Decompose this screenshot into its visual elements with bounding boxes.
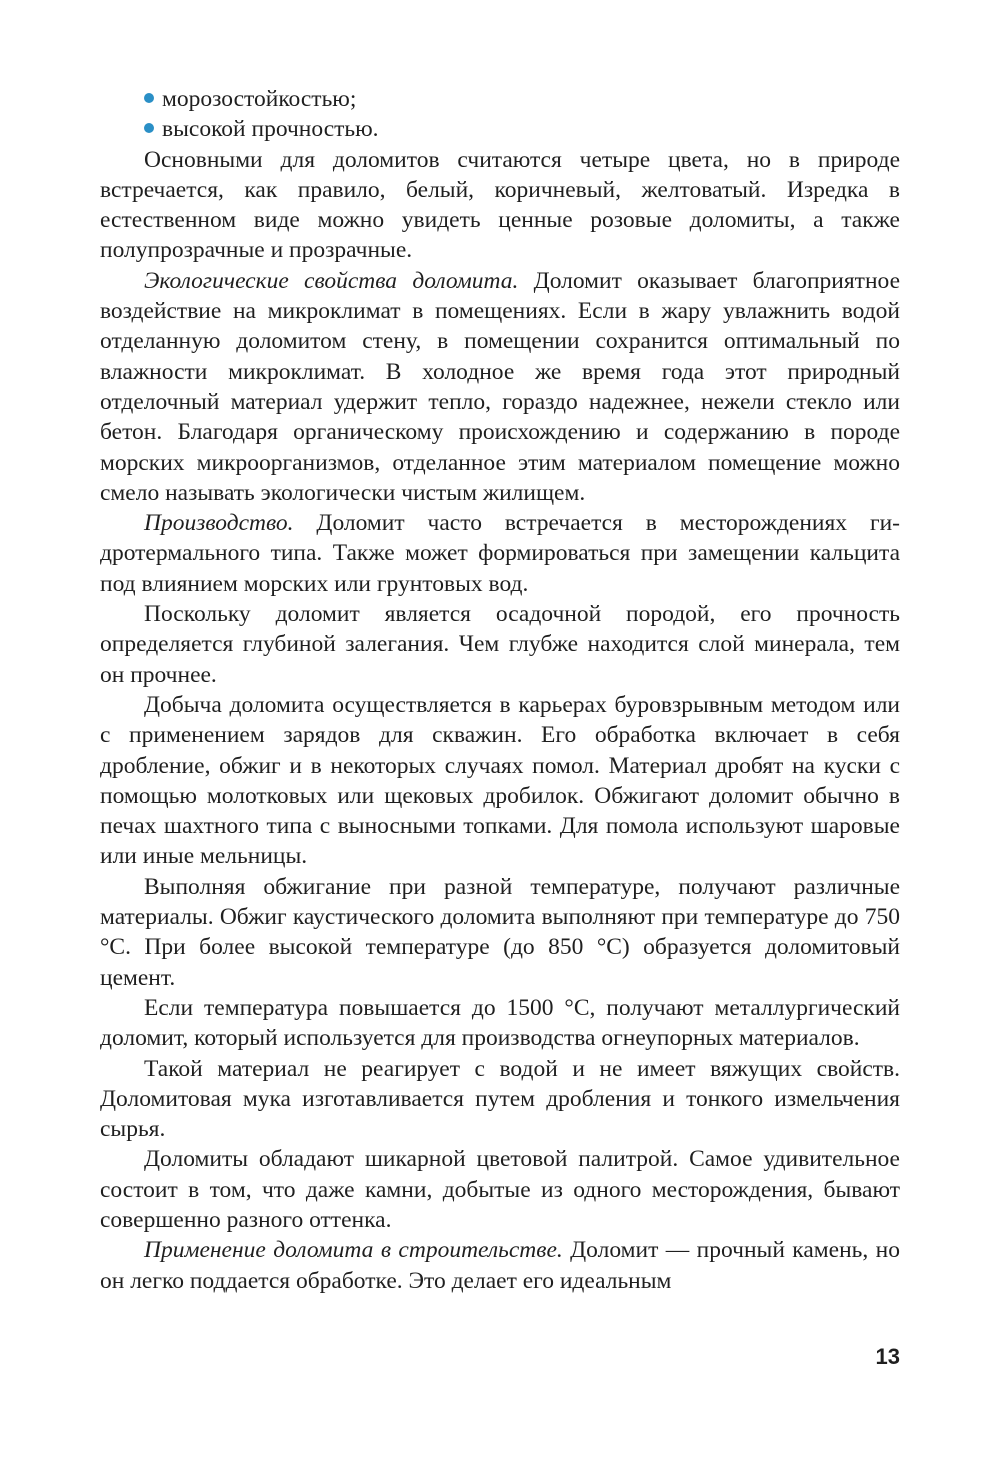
paragraph-text: Если температура повышается до 1500 °С, получают металлургический доломит, который используется для производства огнеупорных материалов. (100, 994, 900, 1052)
paragraph-text: Выполняя обжигание при разной температуре, получают различные материалы. Обжиг каустического доломита выполняют при температуре до 750 °С. При более высокой температуре (до 850 °С) образуется доломитовый цемент. (100, 873, 900, 991)
paragraph-text: Доломит часто встречается в месторождениях гидротермального типа. Также может формироваться при замещении кальцита под влиянием морских или грунтовых вод. (100, 510, 900, 597)
paragraph-text: Доломит — прочный камень, но он легко поддается обработке. Это делает его идеальным (100, 1237, 900, 1294)
paragraph-lead-italic: Производство. (144, 510, 294, 537)
paragraph-text: Доломиты обладают шикарной цветовой палитрой. Самое удивительное состоит в том, что даже камни, добытые из одного месторождения, бывают совершенно разного оттенка. (100, 1146, 900, 1233)
paragraph-text: Основными для доломитов считаются четыре цвета, но в природе встречается, как правило, белый, коричневый, желтоватый. Изредка в естественном виде можно увидеть ценные розовые доломиты, а также полупрозрачные и прозрачные. (100, 146, 900, 264)
bullet-list (100, 84, 900, 145)
bullet-item (100, 84, 900, 114)
bullet-dot-icon (144, 93, 154, 103)
bullet-item (100, 114, 900, 144)
bullet-text: высокой прочностью. (162, 116, 379, 143)
paragraph-colors (100, 145, 900, 266)
paragraph-firing (100, 872, 900, 993)
paragraph-flour (100, 1054, 900, 1145)
paragraph-mining (100, 690, 900, 872)
paragraph-text: Доломит оказывает благоприятное воздействие на микроклимат в помещениях. Если в жару увлажнить водой отделанную доломитом стену, в помещении сохранится оптимальный по влажности микроклимат. В холодное же время года этот природный отделочный материал удержит тепло, гораздо надежнее, нежели стекло или бетон. Благодаря органическому происхождению и содержанию в породе морских микроорганизмов, отделанное этим материалом помещение можно смело называть экологически чистым жилищем. (100, 267, 900, 506)
paragraph-strength (100, 599, 900, 690)
page-number: 13 (875, 1344, 900, 1369)
paragraph-ecology (100, 266, 900, 508)
bullet-dot-icon (144, 123, 154, 133)
paragraph-construction (100, 1235, 900, 1296)
paragraph-text: Поскольку доломит является осадочной породой, его прочность определяется глубиной залегания. Чем глубже находится слой минерала, тем он прочнее. (100, 601, 900, 688)
bullet-text: морозостойкостью; (162, 86, 357, 112)
paragraph-text: Добыча доломита осуществляется в карьерах буровзрывным методом или с применением зарядов для скважин. Его обработка включает в себя дробление, обжиг и в некоторых случаях помол. Материал дробят на куски с помощью молотковых или щековых дробилок. Обжигают доломит обычно в печах шахтного типа с выносными топками. Для помола используют шаровые или иные мельницы. (100, 691, 900, 870)
page-content (100, 84, 900, 1296)
paragraph-lead-italic: Экологические свойства доломита. (144, 267, 519, 294)
paragraph-metallurgical (100, 993, 900, 1054)
paragraph-production (100, 508, 900, 599)
paragraph-lead-italic: Применение доломита в строительстве. (144, 1237, 563, 1264)
paragraph-palette (100, 1144, 900, 1235)
paragraph-text: Такой материал не реагирует с водой и не имеет вяжущих свойств. Доломитовая мука изготавливается путем дробления и тонкого измельчения сырья. (100, 1055, 900, 1143)
